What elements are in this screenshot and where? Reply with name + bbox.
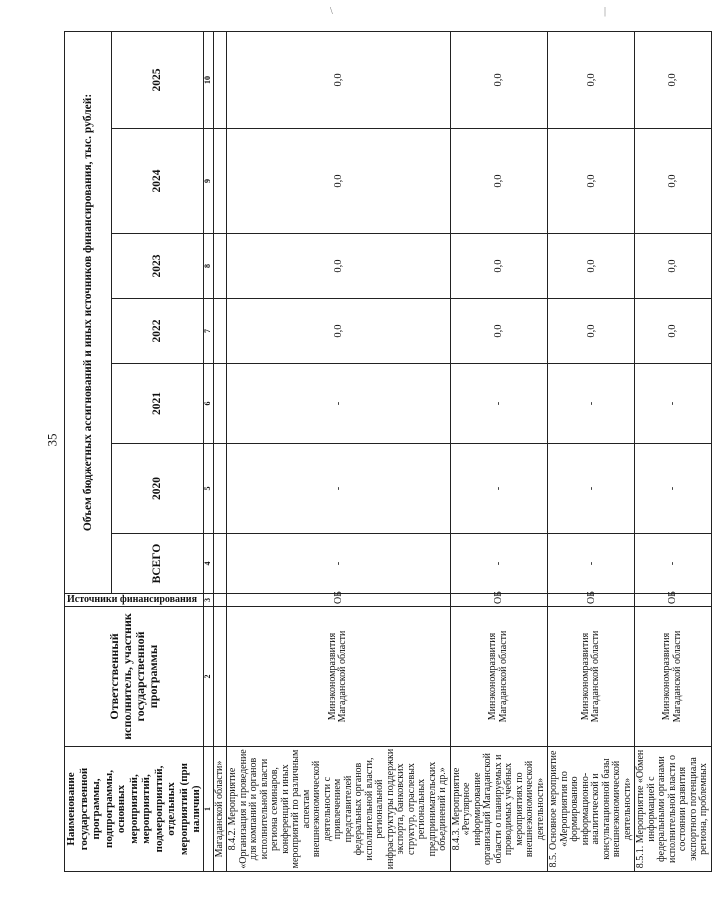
row-value <box>213 299 227 364</box>
row-executor: Минэкономразвития Магаданской области <box>548 607 635 747</box>
header-source: Источники финансирования <box>65 594 204 607</box>
row-value: 0,0 <box>548 129 635 234</box>
column-number: 1 <box>203 747 213 872</box>
row-value: - <box>450 364 548 444</box>
row-value: - <box>548 444 635 534</box>
row-source: ОБ <box>450 594 548 607</box>
row-value: - <box>450 444 548 534</box>
row-value: - <box>548 364 635 444</box>
row-value: 0,0 <box>635 299 712 364</box>
header-year: 2024 <box>112 129 203 234</box>
row-total <box>213 534 227 594</box>
row-value: - <box>635 364 712 444</box>
row-value: 0,0 <box>450 129 548 234</box>
row-value <box>213 129 227 234</box>
page-number: 35 <box>44 433 60 447</box>
row-name: 8.4.3. Мероприятие «Регулярное информирование организаций Магаданской области о планируемых и проводимых учебных мероприятиях по внешнеэкономической деятельности» <box>450 747 548 872</box>
row-value: 0,0 <box>450 31 548 128</box>
row-name: 8.5. Основное мероприятие «Мероприятия по формированию информационно-аналитической и консультационной базы внешнеэкономической деятельности» <box>548 747 635 872</box>
row-total: - <box>635 534 712 594</box>
rotated-table-container <box>64 32 709 872</box>
row-value <box>213 364 227 444</box>
row-value: 0,0 <box>227 234 451 299</box>
row-source <box>213 594 227 607</box>
row-value: 0,0 <box>227 129 451 234</box>
row-executor: Минэкономразвития Магаданской области <box>635 607 712 747</box>
column-number-row <box>203 31 213 871</box>
row-total: - <box>548 534 635 594</box>
table-row <box>635 31 712 871</box>
row-value: 0,0 <box>548 31 635 128</box>
row-value <box>213 234 227 299</box>
table-row <box>213 31 227 871</box>
row-executor: Минэкономразвития Магаданской области <box>450 607 548 747</box>
header-year: 2021 <box>112 364 203 444</box>
row-value: - <box>227 444 451 534</box>
scan-mark: \ <box>330 6 333 17</box>
row-value: 0,0 <box>548 299 635 364</box>
row-source: ОБ <box>635 594 712 607</box>
row-value: 0,0 <box>450 299 548 364</box>
row-executor <box>213 607 227 747</box>
header-year: 2020 <box>112 444 203 534</box>
row-value <box>213 444 227 534</box>
row-value: - <box>227 364 451 444</box>
header-year: 2023 <box>112 234 203 299</box>
funding-table <box>64 31 712 872</box>
row-value: 0,0 <box>548 234 635 299</box>
table-row <box>548 31 635 871</box>
row-total: - <box>227 534 451 594</box>
row-executor: Минэкономразвития Магаданской области <box>227 607 451 747</box>
row-name: 8.5.1. Мероприятие «Обмен информацией с федеральными органами исполнительной власти о состоянии развития экспортного потенциала региона, проблемных <box>635 747 712 872</box>
row-value: 0,0 <box>635 31 712 128</box>
row-value: - <box>635 444 712 534</box>
header-year: 2025 <box>112 31 203 128</box>
row-value: 0,0 <box>635 129 712 234</box>
header-year: 2022 <box>112 299 203 364</box>
row-source: ОБ <box>548 594 635 607</box>
row-value: 0,0 <box>227 299 451 364</box>
row-value <box>213 31 227 128</box>
scan-mark: | <box>604 6 607 17</box>
column-number: 5 <box>203 444 213 534</box>
table-row <box>450 31 548 871</box>
row-value: 0,0 <box>227 31 451 128</box>
column-number: 8 <box>203 234 213 299</box>
column-number: 4 <box>203 534 213 594</box>
column-number: 9 <box>203 129 213 234</box>
row-name: Магаданской области» <box>213 747 227 872</box>
header-funding-group: Объем бюджетных ассигнований и иных источников финансирования, тыс. рублей: <box>65 31 112 593</box>
column-number: 10 <box>203 31 213 128</box>
column-number: 6 <box>203 364 213 444</box>
row-source: ОБ <box>227 594 451 607</box>
header-total: ВСЕГО <box>112 534 203 594</box>
row-name: 8.4.2. Мероприятие «Организация и проведение для компаний и органов исполнительной власти региона семинаров, конференций и иных мероприятий по различным аспектам внешнеэкономической деятельности с привлечением представителей федеральных органов исполнительной власти, региональной инфраструктуры поддержки экспорта, банковских структур, отраслевых региональных предпринимательских объединений и др.» <box>227 747 451 872</box>
table-row <box>227 31 451 871</box>
header-executor: Ответственный исполнитель, участник государственной программы <box>65 607 204 747</box>
row-value: 0,0 <box>635 234 712 299</box>
row-value: 0,0 <box>450 234 548 299</box>
column-number: 3 <box>203 594 213 607</box>
column-number: 7 <box>203 299 213 364</box>
row-total: - <box>450 534 548 594</box>
column-number: 2 <box>203 607 213 747</box>
header-name: Наименование государственной программы, подпрограммы, основных мероприятий, мероприятий, подмероприятий, отдельных мероприятий (при наличии) <box>65 747 204 872</box>
